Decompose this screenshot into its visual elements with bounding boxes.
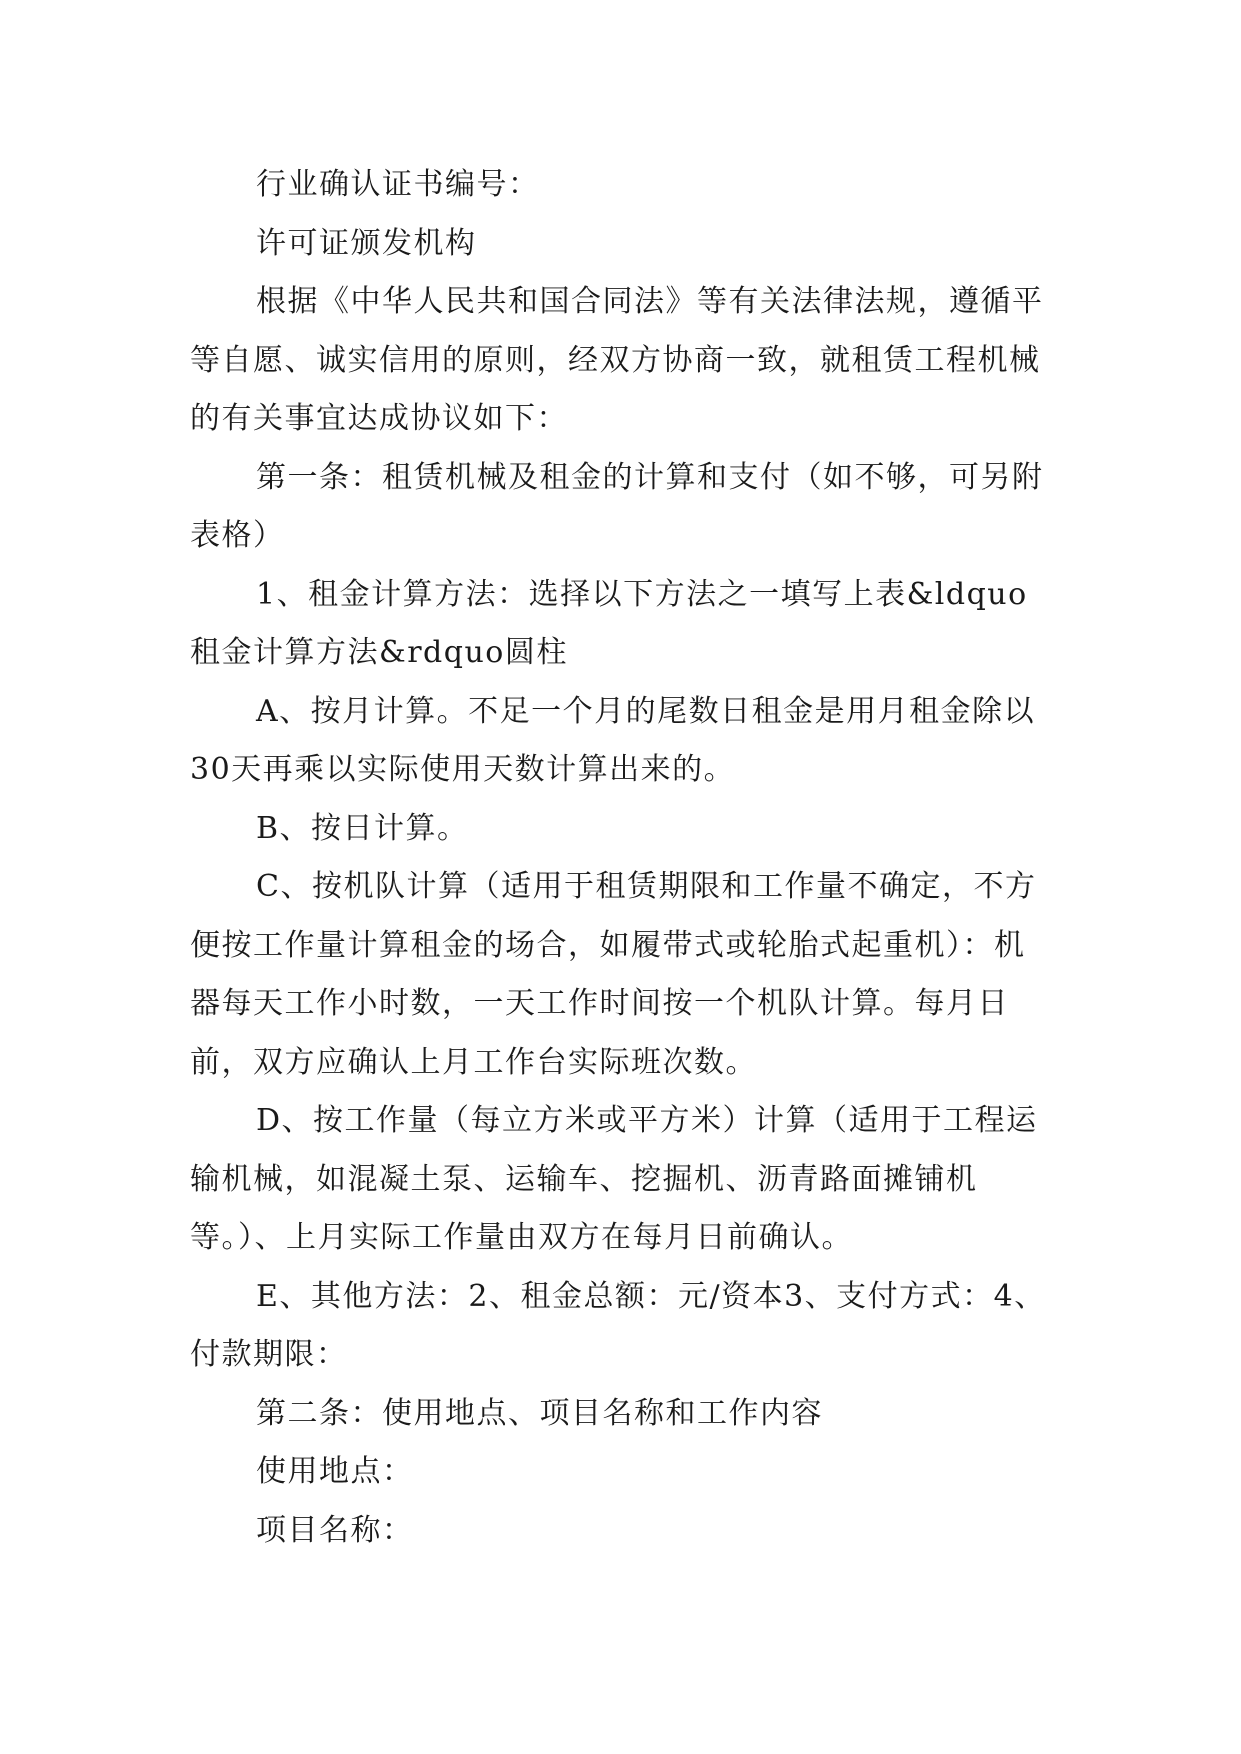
project-name-line: 项目名称： <box>256 1512 414 1548</box>
rent-calculation-method-paragraph: 1、租金计算方法：选择以下方法之一填写上表&ldquo租金计算方法&rdquo圆柱 <box>190 576 1028 670</box>
option-e-paragraph: E、其他方法：2、租金总额：元/资本3、支付方式：4、付款期限： <box>190 1278 1046 1372</box>
certificate-number-line: 行业确认证书编号： <box>256 167 540 202</box>
preamble-paragraph: 根据《中华人民共和国合同法》等有关法律法规，遵循平等自愿、诚实信用的原则，经双方协商一致，就租赁工程机械的有关事宜达成协议如下： <box>190 284 1044 436</box>
article-one-heading: 第一条：租赁机械及租金的计算和支付（如不够，可另附表格） <box>190 459 1044 553</box>
license-authority-line: 许可证颁发机构 <box>256 225 477 261</box>
option-b-paragraph: B、按日计算。 <box>256 810 469 846</box>
option-a-paragraph: A、按月计算。不足一个月的尾数日租金是用月租金除以30天再乘以实际使用天数计算出来的。 <box>190 693 1036 787</box>
usage-location-line: 使用地点： <box>256 1454 414 1489</box>
option-c-paragraph: C、按机队计算（适用于租赁期限和工作量不确定，不方便按工作量计算租金的场合，如履带式或轮胎式起重机）：机器每天工作小时数，一天工作时间按一个机队计算。每月日前，双方应确认上月工作台实际班次数。 <box>190 869 1037 1080</box>
option-d-paragraph: D、按工作量（每立方米或平方米）计算（适用于工程运输机械，如混凝土泵、运输车、挖掘机、沥青路面摊铺机等。）、上月实际工作量由双方在每月日前确认。 <box>190 1103 1038 1255</box>
article-two-heading: 第二条：使用地点、项目名称和工作内容 <box>256 1395 823 1431</box>
document-body <box>190 156 1050 1560</box>
